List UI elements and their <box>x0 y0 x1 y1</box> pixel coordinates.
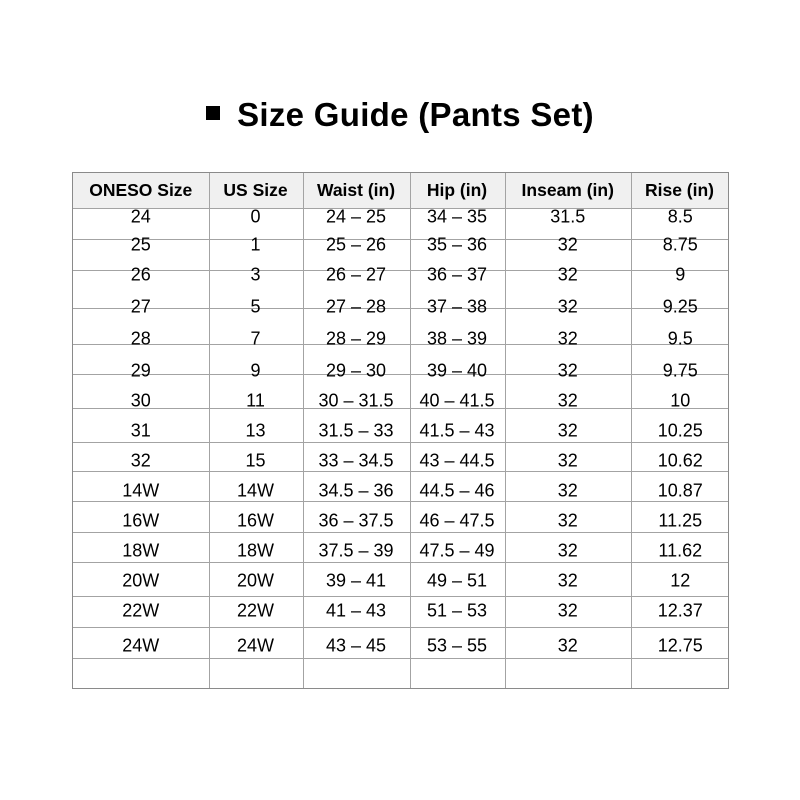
table-cell: 20W <box>236 570 274 591</box>
table-cell: 41.5 – 43 <box>419 420 495 441</box>
table-cell: 39 – 40 <box>426 360 488 381</box>
table-cell: 32 <box>557 360 578 381</box>
table-row <box>73 481 728 502</box>
table-cell: 30 – 31.5 <box>318 390 394 411</box>
table-row <box>73 451 728 472</box>
table-cell: 18W <box>122 540 160 561</box>
table-cell: 7 <box>250 328 261 349</box>
table-cell: 32 <box>557 420 578 441</box>
table-cell: 46 – 47.5 <box>419 510 495 531</box>
table-cell: 51 – 53 <box>426 600 488 621</box>
table-cell: 47.5 – 49 <box>419 540 495 561</box>
table-cell: 32 <box>557 328 578 349</box>
table-header-row <box>73 173 728 208</box>
table-cell: 32 <box>557 390 578 411</box>
table-cell: 40 – 41.5 <box>419 390 495 411</box>
header-cell-waist: Waist (in) <box>316 180 396 200</box>
table-cell: 9 <box>675 264 686 285</box>
table-cell: 22W <box>122 600 160 621</box>
table-cell: 11.62 <box>658 540 703 561</box>
table-cell: 31 <box>130 420 151 441</box>
table-cell: 33 – 34.5 <box>318 450 394 471</box>
table-cell: 0 <box>250 206 261 227</box>
table-row <box>73 329 728 350</box>
table-cell: 9 <box>250 360 261 381</box>
table-cell: 14W <box>122 480 160 501</box>
table-row <box>73 235 728 256</box>
table-cell: 32 <box>557 480 578 501</box>
grid-hline <box>73 562 728 563</box>
table-cell: 53 – 55 <box>426 635 488 656</box>
table-cell: 12.37 <box>657 600 703 621</box>
table-cell: 16W <box>122 510 160 531</box>
table-cell: 27 – 28 <box>325 296 387 317</box>
table-cell: 1 <box>250 234 261 255</box>
table-cell: 10.62 <box>657 450 703 471</box>
grid-hline <box>73 442 728 443</box>
table-cell: 29 <box>130 360 151 381</box>
grid-hline <box>73 532 728 533</box>
table-cell: 11 <box>246 390 265 411</box>
table-cell: 28 <box>130 328 151 349</box>
table-cell: 38 – 39 <box>426 328 488 349</box>
table-cell: 10.25 <box>657 420 703 441</box>
table-cell: 32 <box>557 264 578 285</box>
table-cell: 9.75 <box>662 360 698 381</box>
header-cell-rise: Rise (in) <box>644 180 715 200</box>
table-cell: 10.87 <box>657 480 703 501</box>
table-cell: 32 <box>557 234 578 255</box>
table-cell: 26 – 27 <box>325 264 387 285</box>
page-title-text: Size Guide (Pants Set) <box>237 96 594 133</box>
table-cell: 41 – 43 <box>325 600 387 621</box>
table-cell: 9.5 <box>667 328 693 349</box>
table-cell: 49 – 51 <box>426 570 488 591</box>
table-cell: 32 <box>557 510 578 531</box>
header-cell-inseam: Inseam (in) <box>521 180 614 200</box>
grid-hline <box>73 658 728 659</box>
table-cell: 16W <box>236 510 274 531</box>
table-row <box>73 571 728 592</box>
table-cell: 32 <box>557 450 578 471</box>
table-cell: 28 – 29 <box>325 328 387 349</box>
header-cell-oneso-size: ONESO Size <box>89 180 193 200</box>
table-cell: 12 <box>670 570 691 591</box>
table-cell: 34.5 – 36 <box>318 480 394 501</box>
table-row <box>73 361 728 382</box>
table-cell: 24 – 25 <box>325 206 387 227</box>
table-row <box>73 265 728 286</box>
table-cell: 37.5 – 39 <box>318 540 394 561</box>
table-cell: 5 <box>250 296 261 317</box>
table-cell: 32 <box>557 540 578 561</box>
table-cell: 32 <box>557 570 578 591</box>
page-title <box>0 93 800 137</box>
table-row <box>73 511 728 532</box>
table-cell: 15 <box>245 450 266 471</box>
table-cell: 14W <box>236 480 274 501</box>
table-cell: 32 <box>130 450 151 471</box>
table-cell: 27 <box>130 296 151 317</box>
table-cell: 29 – 30 <box>325 360 387 381</box>
table-cell: 24 <box>130 206 151 227</box>
table-cell: 30 <box>130 390 151 411</box>
table-cell: 8.5 <box>667 206 693 227</box>
table-row <box>73 297 728 318</box>
table-cell: 10 <box>670 390 691 411</box>
grid-hline <box>73 596 728 597</box>
table-row <box>73 421 728 442</box>
table-row <box>73 207 728 228</box>
table-cell: 12.75 <box>657 635 703 656</box>
table-cell: 44.5 – 46 <box>419 480 495 501</box>
table-row <box>73 391 728 412</box>
header-cell-hip: Hip (in) <box>426 180 488 200</box>
table-cell: 39 – 41 <box>325 570 387 591</box>
table-cell: 32 <box>557 635 578 656</box>
table-cell: 32 <box>557 600 578 621</box>
table-row <box>73 541 728 562</box>
grid-hline <box>73 627 728 628</box>
table-cell: 32 <box>557 296 578 317</box>
table-cell: 31.5 <box>550 206 586 227</box>
table-cell: 35 – 36 <box>426 234 488 255</box>
table-cell: 11.25 <box>658 510 703 531</box>
table-cell: 24W <box>122 635 160 656</box>
table-cell: 20W <box>122 570 160 591</box>
table-cell: 36 – 37 <box>426 264 488 285</box>
table-cell: 36 – 37.5 <box>318 510 394 531</box>
table-cell: 22W <box>236 600 274 621</box>
table-row <box>73 636 728 657</box>
table-cell: 34 – 35 <box>426 206 488 227</box>
size-table <box>72 172 729 689</box>
table-cell: 24W <box>236 635 274 656</box>
table-cell: 25 – 26 <box>325 234 387 255</box>
table-cell: 37 – 38 <box>426 296 488 317</box>
table-cell: 43 – 44.5 <box>419 450 495 471</box>
table-cell: 43 – 45 <box>325 635 387 656</box>
table-cell: 8.75 <box>662 234 698 255</box>
table-cell: 25 <box>130 234 151 255</box>
table-cell: 9.25 <box>662 296 698 317</box>
table-cell: 26 <box>130 264 151 285</box>
table-cell: 18W <box>236 540 274 561</box>
header-cell-us-size: US Size <box>223 180 288 200</box>
table-cell: 13 <box>245 420 266 441</box>
square-bullet-icon <box>206 106 220 120</box>
table-cell: 31.5 – 33 <box>318 420 394 441</box>
table-cell: 3 <box>250 264 261 285</box>
table-row <box>73 601 728 622</box>
